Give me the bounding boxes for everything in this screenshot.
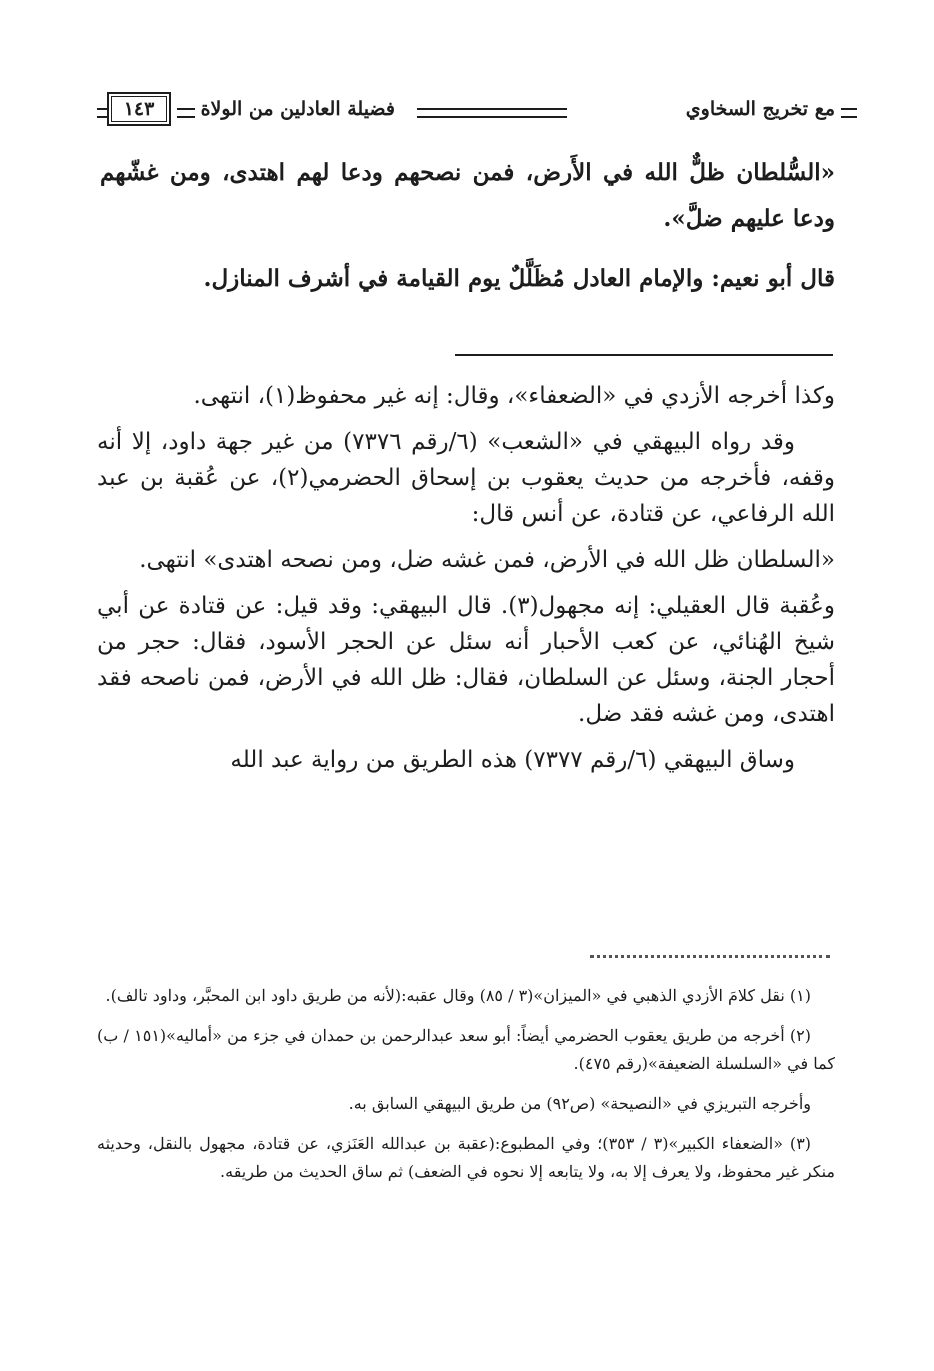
page-header — [85, 92, 835, 126]
footnote-1: (١) نقل كلامَ الأزدي الذهبي في «الميزان»(٣ / ٨٥) وقال عقبه:(لأنه من طريق داود ابن المحبَّر، وداود تالف). — [105, 986, 811, 1005]
commentary-paragraph-5: وساق البيهقي (٦/رقم ٧٣٧٧) هذه الطريق من رواية عبد الله — [230, 747, 795, 773]
section-separator — [455, 354, 833, 356]
page-number: ١٤٣ — [107, 92, 171, 126]
footnote-separator — [590, 955, 830, 962]
hadith-text: «السُّلطان ظلٌّ الله في الأَرض، فمن نصحهم ودعا لهم اهتدى، ومن غشّهم ودعا عليهم ضلَّ». — [100, 159, 835, 232]
header-rule — [417, 108, 567, 118]
footnote-2-addendum: وأخرجه التبريزي في «النصيحة» (ص٩٢) من طريق البيهقي السابق به. — [348, 1094, 811, 1113]
commentary-paragraph-2: وقد رواه البيهقي في «الشعب» (٦/رقم ٧٣٧٦) من غير جهة داود، إلا أنه وقفه، فأخرجه من حديث يعقوب بن إسحاق الحضرمي(٢)، عن عُقبة بن عبد الله الرفاعي، عن قتادة، عن أنس قال: — [97, 429, 835, 527]
commentary-paragraph-4: وعُقبة قال العقيلي: إنه مجهول(٣). قال البيهقي: وقد قيل: عن قتادة عن أبي شيخ الهُنائي، عن كعب الأحبار أنه سئل عن الحجر الأسود، فقال: حجر من أحجار الجنة، وسئل عن السلطان، فقال: ظل الله في الأرض، فمن ناصحه فقد اهتدى، ومن غشه فقد ضل. — [97, 593, 835, 727]
abu-nuaym-statement: قال أبو نعيم: والإمام العادل مُظَلَّلٌ يوم القيامة في أشرف المنازل. — [203, 265, 835, 292]
running-title-book: فضيلة العادلين من الولاة — [200, 98, 395, 120]
header-rule-tail — [97, 108, 107, 118]
footnote-3: (٣) «الضعفاء الكبير»(٣ / ٣٥٣)؛ وفي المطبوع:(عقبة بن عبدالله العَنَزي، عن قتادة، مجهول بالنقل، وحديثه منكر غير محفوظ، ولا يعرف إلا به، ولا يتابعه إلا نحوه في الضعف) ثم ساق الحديث من طريقه. — [97, 1134, 835, 1181]
footnote-2: (٢) أخرجه من طريق يعقوب الحضرمي أيضاً: أبو سعد عبدالرحمن بن حمدان في جزء من «أماليه»(١٥١ / ب) كما في «السلسلة الضعيفة»(رقم ٤٧٥). — [97, 1026, 835, 1073]
commentary-paragraph-3: «السلطان ظل الله في الأرض، فمن غشه ضل، ومن نصحه اهتدى» انتهى. — [139, 547, 835, 573]
main-text-block — [100, 150, 835, 316]
running-title-right: مع تخريج السخاوي — [685, 98, 835, 120]
commentary-paragraph-1: وكذا أخرجه الأزدي في «الضعفاء»، وقال: إنه غير محفوظ(١)، انتهى. — [193, 383, 835, 409]
header-rule-end — [177, 108, 195, 118]
header-rule-start — [841, 108, 857, 118]
commentary-block — [97, 378, 835, 788]
footnotes-block — [97, 982, 835, 1198]
